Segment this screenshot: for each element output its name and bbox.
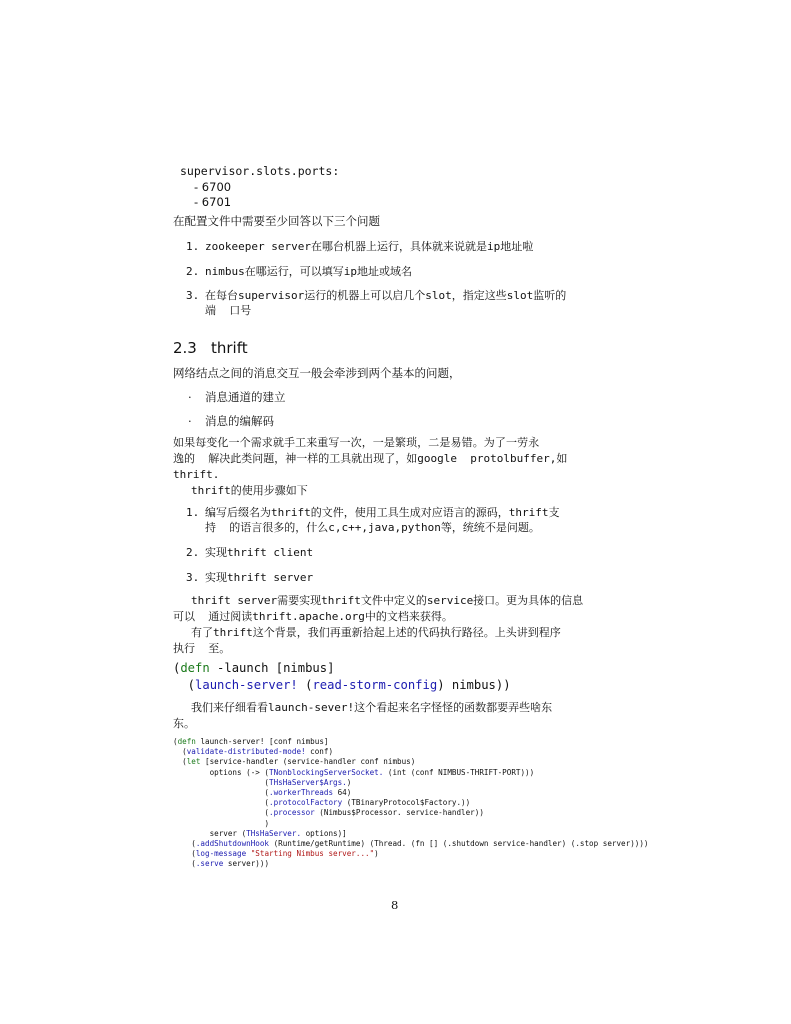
code2-rest: options)]: [301, 828, 347, 838]
step-3-number: 3.: [186, 571, 200, 584]
code2-line: [173, 819, 648, 829]
code2-fn: .processor: [269, 808, 315, 818]
page-number: 8: [391, 898, 399, 912]
why-paragraph-line-3: thrift.: [173, 468, 220, 481]
back-paragraph-line-2: 执行 至。: [173, 642, 231, 655]
code2-rest: ): [346, 777, 352, 787]
code2-k: (: [173, 747, 187, 757]
code2-k: (: [173, 849, 196, 859]
question-2-number: 2.: [186, 265, 200, 278]
question-2-text: nimbus在哪运行，可以填写ip地址或域名: [205, 265, 412, 278]
code2-rest: [service-handler (service-handler conf nimbus): [200, 757, 416, 767]
code1-line-2: [173, 677, 511, 694]
code2-rest: launch-server! [conf nimbus]: [195, 737, 329, 746]
code2-fn: validate-distributed-mode!: [186, 747, 306, 757]
code2-fn: THsHaServer.: [246, 828, 302, 838]
code2-k: (: [173, 808, 270, 818]
step-3-text: 实现thrift server: [205, 571, 314, 584]
back-paragraph-line-1: 有了thrift这个背景，我们再重新拾起上述的代码执行路径。上头讲到程序: [191, 626, 561, 639]
config-port-1: - 6700: [194, 180, 232, 194]
step-1-text: 编写后缀名为thrift的文件，使用工具生成对应语言的源码，thrift支: [205, 506, 560, 519]
step-2-text: 实现thrift client: [205, 546, 314, 559]
code2-k: (: [173, 777, 270, 787]
code2-line: [173, 757, 648, 767]
config-port-2: - 6701: [194, 195, 232, 209]
section-title: thrift: [211, 339, 248, 357]
code2-fn: .protocolFactory: [269, 798, 343, 808]
question-3-number: 3.: [186, 289, 200, 302]
code2-line: [173, 788, 648, 798]
code2-k: options (-> (: [173, 767, 270, 777]
code2-k: (: [173, 798, 270, 808]
code2-k: server (: [173, 828, 247, 838]
code2-line: [173, 839, 648, 849]
code2-rest: 64): [333, 788, 352, 798]
look-paragraph-line-2: 东。: [173, 717, 195, 730]
code1-line-1: [173, 660, 334, 677]
code1-l2-end: ) nimbus)): [437, 678, 511, 692]
code2-line: [173, 808, 648, 818]
step-2-number: 2.: [186, 546, 200, 559]
section-number: 2.3: [173, 339, 197, 357]
code1-name: -launch: [209, 661, 276, 675]
code2-str: "Starting Nimbus server...": [246, 849, 375, 859]
bullet-1-text: 消息通道的建立: [205, 390, 286, 404]
code2-k: (: [173, 859, 196, 869]
network-paragraph: 网络结点之间的消息交互一般会牵涉到两个基本的问题，: [173, 366, 461, 380]
code2-kw: defn: [177, 737, 196, 746]
code1-open: (: [173, 661, 181, 675]
code2-fn: .serve: [195, 859, 224, 869]
code2-line: [173, 768, 648, 778]
code2-fn: TNonblockingServerSocket.: [269, 767, 384, 777]
code-block-launch-server: [173, 737, 648, 870]
code2-rest: ): [374, 849, 379, 859]
code2-line: [173, 798, 648, 808]
question-1-number: 1.: [186, 240, 200, 253]
config-paragraph: 在配置文件中需要至少回答以下三个问题: [173, 214, 380, 228]
server-paragraph-line-2: 可以 通过阅读thrift.apache.org中的文档来获得。: [173, 610, 453, 623]
code2-line: [173, 829, 648, 839]
code2-kw: let: [186, 757, 201, 767]
code2-rest: (TBinaryProtocol$Factory.)): [342, 798, 471, 808]
code2-k: (: [173, 788, 270, 798]
code2-fn: log-message: [195, 849, 247, 859]
code2-k: (: [173, 757, 187, 767]
code1-l2-fn2: read-storm-config: [312, 678, 438, 692]
step-1-continuation: 持 的语言很多的，什么c,c++,java,python等，统统不是问题。: [205, 521, 540, 534]
bullet-2-text: 消息的编解码: [205, 414, 274, 428]
code2-rest: ): [264, 818, 270, 828]
code2-rest: server))): [223, 859, 270, 869]
code2-k: (: [173, 839, 196, 849]
code2-line: [173, 778, 648, 788]
steps-intro: thrift的使用步骤如下: [191, 484, 308, 497]
bullet-dot-2: ·: [188, 414, 192, 428]
why-paragraph-line-2: 逸的 解决此类问题，神一样的工具就出现了，如google protolbuffer,如: [173, 452, 568, 465]
server-paragraph-line-1: thrift server需要实现thrift文件中定义的service接口。更为具体的信息: [191, 594, 584, 607]
code2-rest: conf): [305, 747, 334, 757]
code2-rest: (int (conf NIMBUS-THRIFT-PORT))): [383, 767, 535, 777]
code1-l2-fn: launch-server!: [195, 678, 298, 692]
config-key: supervisor.slots.ports:: [180, 164, 340, 178]
code2-rest: (Runtime/getRuntime) (Thread. (fn [] (.shutdown service-handler) (.stop server)))): [269, 839, 649, 849]
code2-fn: .workerThreads: [269, 788, 334, 798]
code2-rest: (Nimbus$Processor. service-handler)): [314, 808, 484, 818]
question-3-text: 在每台supervisor运行的机器上可以启几个slot，指定这些slot监听的: [205, 289, 567, 302]
code2-line: [173, 737, 648, 747]
code1-keyword: defn: [180, 661, 210, 675]
bullet-dot-1: ·: [188, 390, 192, 404]
code2-line: [173, 849, 648, 859]
code2-fn: THsHaServer$Args.: [269, 777, 347, 787]
question-3-continuation: 端 口号: [205, 304, 252, 317]
code1-l2-pre: (: [173, 678, 196, 692]
look-paragraph-line-1: 我们来仔细看看launch-sever!这个看起来名字怪怪的函数都要弄些啥东: [191, 701, 553, 714]
code2-k: (: [173, 737, 178, 746]
step-1-number: 1.: [186, 506, 200, 519]
question-1-text: zookeeper server在哪台机器上运行，具体就来说就是ip地址啦: [205, 240, 534, 253]
code2-k: [173, 819, 264, 828]
code2-fn: .addShutdownHook: [195, 839, 270, 849]
code2-line: [173, 747, 648, 757]
code1-l2-mid: (: [297, 678, 313, 692]
why-paragraph-line-1: 如果每变化一个需求就手工来重写一次，一是繁琐，二是易错。为了一劳永: [173, 436, 540, 449]
code1-args: [nimbus]: [275, 661, 335, 675]
code2-line: [173, 859, 648, 869]
